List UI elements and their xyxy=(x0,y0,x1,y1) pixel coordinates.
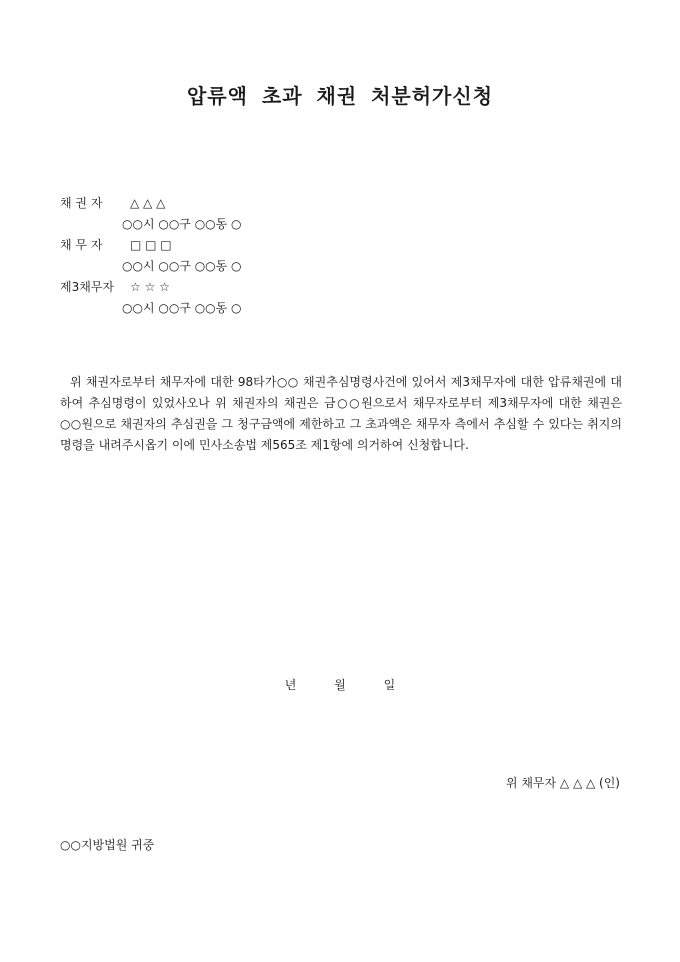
signature-line: 위 채무자 △ △ △ (인) xyxy=(505,776,620,790)
third-debtor-name: ☆ ☆ ☆ xyxy=(130,280,170,294)
party-list xyxy=(60,193,460,319)
debtor-row xyxy=(60,235,460,256)
debtor-label: 채 무 자 xyxy=(60,238,103,252)
creditor-row xyxy=(60,193,460,214)
creditor-label: 채 권 자 xyxy=(60,196,103,210)
debtor-address: ○○시 ○○구 ○○동 ○ xyxy=(122,259,242,273)
creditor-address: ○○시 ○○구 ○○동 ○ xyxy=(122,217,242,231)
third-debtor-address: ○○시 ○○구 ○○동 ○ xyxy=(122,301,242,315)
creditor-name: △ △ △ xyxy=(130,196,166,210)
document-title: 압류액 초과 채권 처분허가신청 xyxy=(186,84,494,108)
court-addressee: ○○지방법원 귀중 xyxy=(60,838,155,852)
petition-body: 위 채권자로부터 채무자에 대한 98타가○○ 채권추심명령사건에 있어서 제3채무자에 대한 압류채권에 대하여 추심명령이 있었사오나 위 채권자의 채권은 금○○원으로서 채무자로부터 제3채무자에 대한 채권은 ○○원으로 채권자의 추심권을 그 청구금액에 제한하고 그 초과액은 채무자 측에서 추심할 수 있다는 취지의 명령을 내려주시옵기 이에 민사소송법 제565조 제1항에 의거하여 신청합니다. xyxy=(60,375,622,452)
third-debtor-label: 제3채무자 xyxy=(60,280,115,294)
debtor-name: □ □ □ xyxy=(130,238,172,252)
date-line: 년 월 일 xyxy=(284,678,396,692)
third-debtor-row xyxy=(60,277,460,298)
